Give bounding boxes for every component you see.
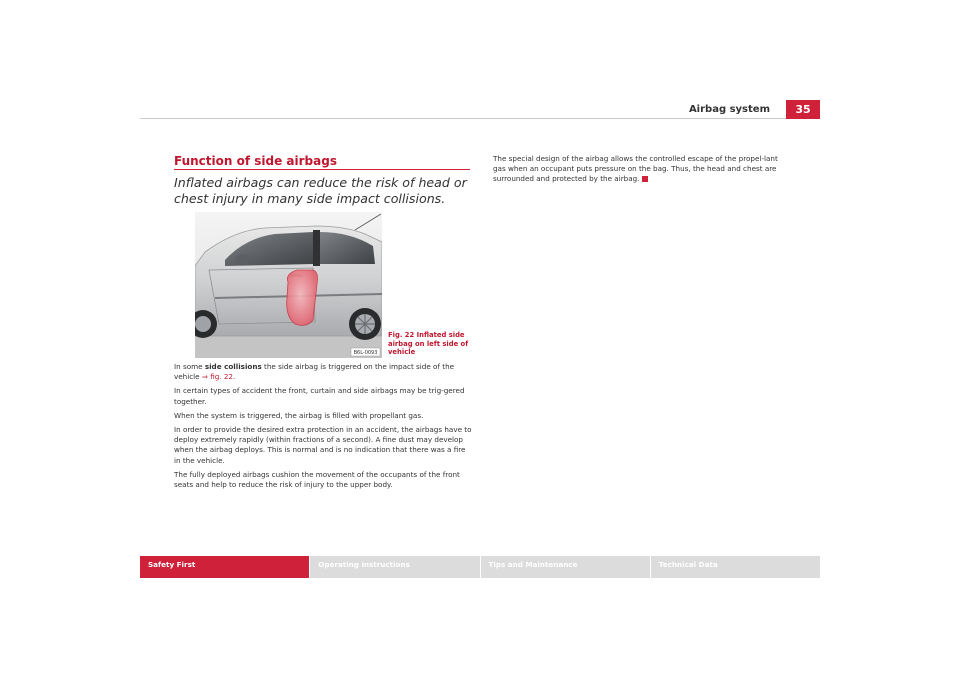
chapter-title: Airbag system [688,104,770,115]
section-title-rule [174,169,470,170]
section-title: Function of side airbags [174,154,337,168]
left-column [174,362,472,494]
end-of-section-icon [642,176,648,182]
emphasis-side-collisions: side collisions [204,362,262,371]
figure-reference-link[interactable]: ⇒ fig. 22 [201,372,234,382]
header-rule [140,118,820,119]
car-illustration [195,212,382,358]
paragraph-right-1: The special design of the airbag allows the controlled escape of the propel-lant gas when an occupant puts pressure on the bag. Thus, the head and chest are surrounded and protected by the airbag. [493,154,778,184]
page-number: 35 [786,100,820,119]
footer-nav [140,556,820,578]
tab-tips-and-maintenance[interactable]: Tips and Maintenance [481,556,651,578]
tab-operating-instructions[interactable]: Operating instructions [310,556,480,578]
right-column [493,154,779,189]
tab-technical-data[interactable]: Technical Data [651,556,820,578]
paragraph-1: In some side collisions the side airbag is triggered on the impact side of the vehicle ⇒ fig. 22. [174,362,455,382]
paragraph-4: In order to provide the desired extra protection in an accident, the airbags have to deploy extremely rapidly (within fractions of a second). A fine dust may develop when the airbag deploys. This is normal and is no indication that there was a fire in the vehicle. [174,425,472,465]
figure-caption: Fig. 22 Inflated side airbag on left side of vehicle [388,331,469,356]
tab-safety-first[interactable]: Safety First [140,556,310,578]
paragraph-3: When the system is triggered, the airbag is filled with propellant gas. [174,410,424,420]
figure-code: B6L-0093 [353,350,378,356]
section-intro: Inflated airbags can reduce the risk of head or chest injury in many side impact collisions. [174,175,467,206]
figure-side-airbag [195,212,382,358]
paragraph-5: The fully deployed airbags cushion the movement of the occupants of the front seats and help to reduce the risk of injury to the upper body. [174,469,460,490]
paragraph-2: In certain types of accident the front, curtain and side airbags may be trig-gered together. [174,386,465,406]
